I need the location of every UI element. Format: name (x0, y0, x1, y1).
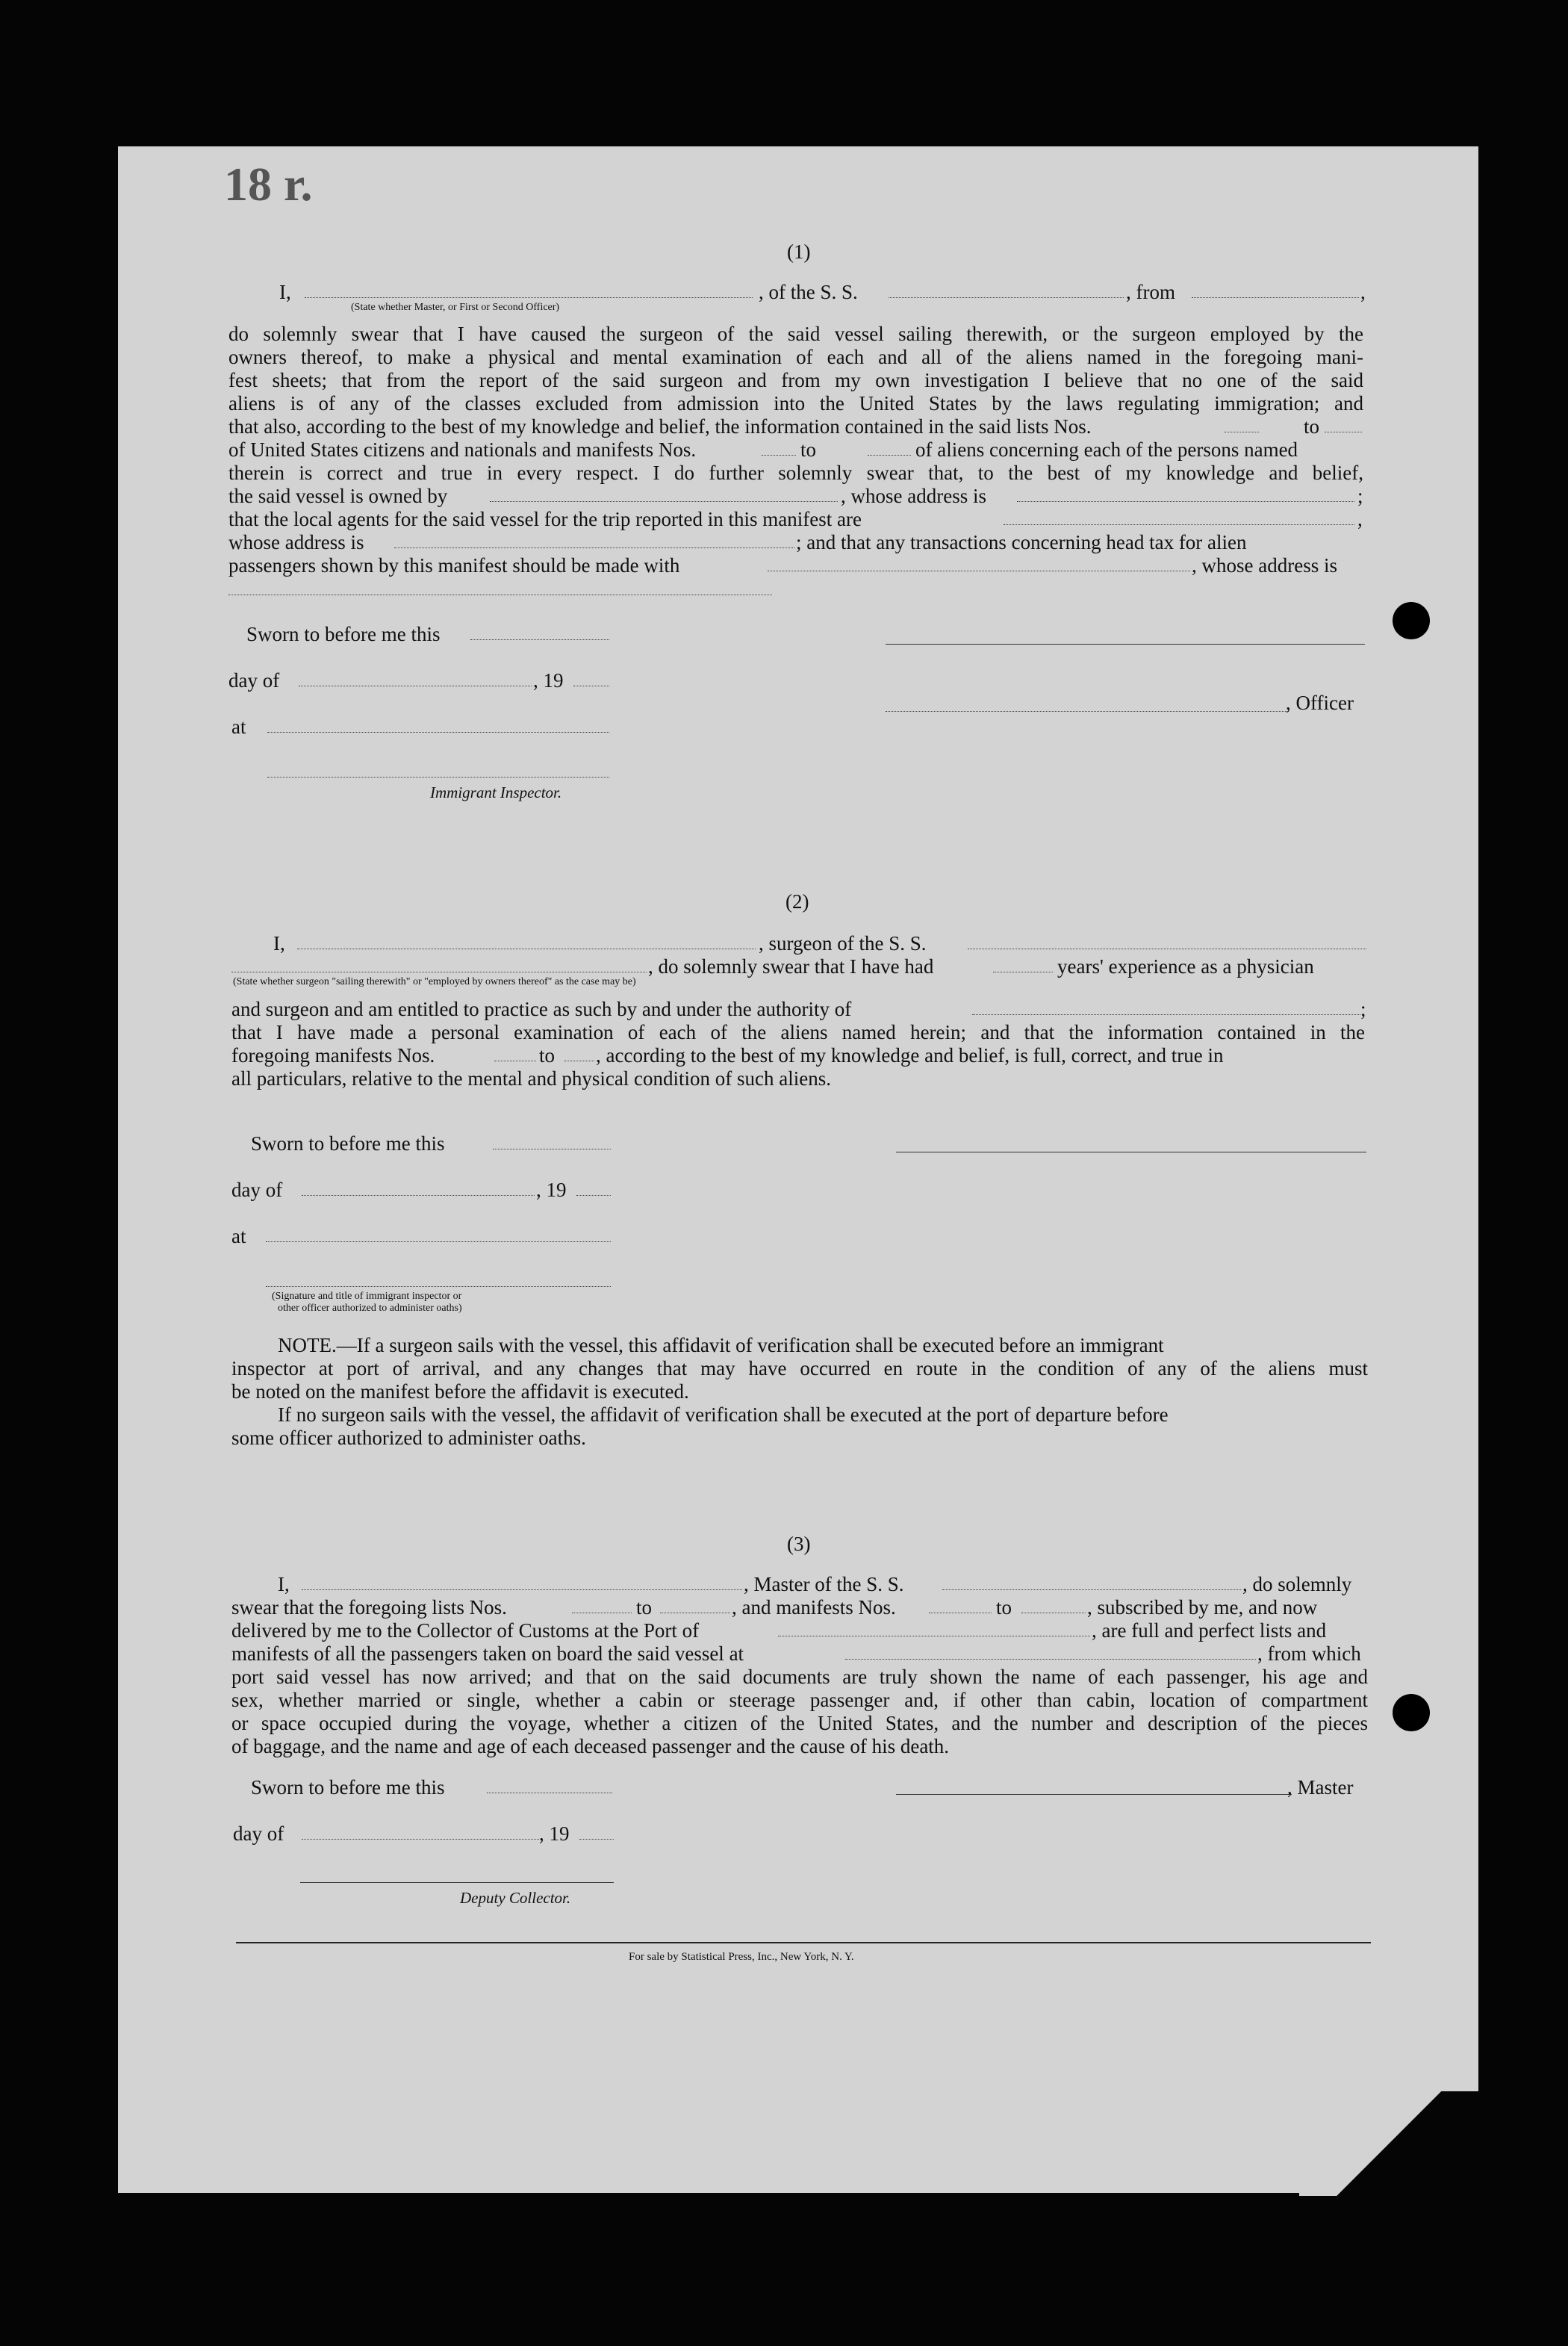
s1-line0-i: I, (279, 281, 291, 303)
s2-note-line3: be noted on the manifest before the affidavit is executed. (231, 1380, 689, 1403)
s2-at-field[interactable] (266, 1241, 611, 1242)
s3-year: , 19 (539, 1822, 570, 1845)
s1-line10-address: whose address is (228, 531, 364, 553)
s1-line2: owners thereof, to make a physical and mental examination of each and all of the aliens named in the foregoing mani- (228, 346, 1363, 368)
s1-line9: that the local agents for the said vessel for the trip reported in this manifest are (228, 508, 862, 530)
footer-rule (236, 1942, 1371, 1943)
s3-line2: delivered by me to the Collector of Customs at the Port of (231, 1619, 700, 1642)
s2-caption: (State whether surgeon "sailing therewith" or "employed by owners thereof" as the case may be) (233, 976, 636, 987)
s3-vessel-field[interactable] (942, 1589, 1241, 1590)
s1-manifests-from-field[interactable] (762, 455, 796, 456)
s3-line6: or space occupied during the voyage, whether a citizen of the United States, and the number and description of the pieces (231, 1712, 1368, 1734)
s2-line0-ss: , surgeon of the S. S. (759, 932, 927, 955)
s2-line3: that I have made a personal examination of each of the aliens named herein; and that the information contained in the (231, 1021, 1365, 1043)
s1-line0-comma: , (1360, 281, 1366, 303)
s2-sworn: Sworn to before me this (251, 1132, 445, 1155)
s1-agents-address-field[interactable] (394, 547, 794, 548)
s2-note-line1 (278, 1334, 1164, 1356)
note-text-1: —If a surgeon sails with the vessel, this affidavit of verification shall be executed before an immigrant (336, 1334, 1164, 1356)
s1-signature-line[interactable] (886, 644, 1365, 645)
s1-at: at (231, 716, 246, 738)
s1-line6-aliens: of aliens concerning each of the persons named (915, 438, 1298, 461)
s2-day: day of (231, 1179, 283, 1201)
s1-sworn: Sworn to before me this (246, 623, 441, 645)
s1-officer: , Officer (1286, 692, 1354, 714)
s2-line0-i: I, (273, 932, 285, 955)
s3-master-sig-line[interactable] (896, 1794, 1292, 1795)
s1-line9-end: , (1357, 508, 1363, 530)
s1-line4: aliens is of any of the classes excluded from admission into the United States by the laws regulating immigration; and (228, 392, 1363, 415)
footer-imprint: For sale by Statistical Press, Inc., New York, N. Y. (629, 1951, 854, 1963)
s1-line8-address: , whose address is (841, 485, 986, 507)
s1-line1: do solemnly swear that I have caused the surgeon of the said vessel sailing therewith, or the surgeon employed by the (228, 323, 1363, 345)
s3-line0-master: , Master of the S. S. (744, 1573, 904, 1595)
s1-line8-end: ; (1357, 485, 1363, 507)
s2-line2: and surgeon and am entitled to practice as such by and under the authority of (231, 998, 852, 1020)
s1-line6-to: to (800, 438, 817, 461)
s3-line4: port said vessel has now arrived; and that on the said documents are truly shown the name of each passenger, his age and (231, 1666, 1368, 1688)
s1-line11: passengers shown by this manifest should be made with (228, 554, 680, 577)
s2-sig-caption-2: other officer authorized to administer oaths) (278, 1303, 462, 1314)
s3-boarded-at-field[interactable] (845, 1659, 1256, 1660)
s1-line7: therein is correct and true in every respect. I do further solemnly swear that, to the best of my knowledge and belief, (228, 462, 1363, 484)
s1-vessel-field[interactable] (889, 297, 1124, 298)
s3-master: , Master (1287, 1776, 1354, 1799)
s2-note-line5: some officer authorized to administer oaths. (231, 1427, 586, 1449)
s2-line1-years: years' experience as a physician (1057, 955, 1314, 978)
s2-sig-caption-1: (Signature and title of immigrant inspector or (272, 1291, 462, 1302)
s2-line5: all particulars, relative to the mental and physical condition of such aliens. (231, 1067, 831, 1090)
s1-owner-field[interactable] (490, 501, 838, 502)
s1-line5-to: to (1304, 415, 1320, 438)
s3-line1-manifests: , and manifests Nos. (732, 1596, 896, 1619)
s3-line5: sex, whether married or single, whether a cabin or steerage passenger and, if other than cabin, location of compartment (231, 1689, 1368, 1711)
s3-line1-to1: to (636, 1596, 653, 1619)
s1-line8-owned: the said vessel is owned by (228, 485, 448, 507)
page-corner (1299, 2091, 1478, 2196)
s2-line4-to: to (539, 1044, 556, 1067)
note-label: NOTE. (278, 1334, 337, 1356)
s3-day-field[interactable] (302, 1839, 539, 1840)
s2-note-line2: inspector at port of arrival, and any changes that may have occurred en route in the condition of any of the aliens must (231, 1357, 1368, 1380)
s1-inspector: Immigrant Inspector. (430, 783, 562, 801)
section-3-number: (3) (787, 1533, 811, 1555)
punch-hole-top (1393, 602, 1430, 639)
punch-hole-bottom (1393, 1694, 1430, 1731)
s3-line3-end: , from which (1257, 1642, 1361, 1665)
s1-officer-field[interactable] (305, 297, 753, 298)
s2-year: , 19 (536, 1179, 567, 1201)
s3-deputy-sig-line[interactable] (300, 1882, 614, 1883)
corner-mark: 18 r. (224, 158, 313, 211)
s3-line1-end: , subscribed by me, and now (1087, 1596, 1318, 1619)
s1-line10-headtax: ; and that any transactions concerning head tax for alien (796, 531, 1247, 553)
s3-line7: of baggage, and the name and age of each deceased passenger and the cause of his death. (231, 1735, 950, 1757)
s2-day-field[interactable] (302, 1195, 535, 1196)
s1-line6: of United States citizens and nationals and manifests Nos. (228, 438, 697, 461)
s3-year-field[interactable] (579, 1839, 614, 1840)
section-2-number: (2) (785, 890, 809, 913)
s1-year: , 19 (533, 669, 564, 692)
s2-line1-swear: , do solemnly swear that I have had (648, 955, 934, 978)
s1-line0-from: , from (1126, 281, 1175, 303)
s2-note-line4: If no surgeon sails with the vessel, the affidavit of verification shall be executed at the port of departure before (278, 1403, 1169, 1426)
s3-day: day of (233, 1822, 284, 1845)
s1-at-field[interactable] (267, 732, 609, 733)
s2-sig-field[interactable] (266, 1286, 611, 1287)
s3-master-name-field[interactable] (302, 1589, 742, 1590)
s1-officer-line[interactable] (886, 711, 1289, 712)
s3-line0-i: I, (278, 1573, 290, 1595)
section-1-number: (1) (787, 241, 811, 263)
s1-day: day of (228, 669, 280, 692)
s1-from-field[interactable] (1192, 297, 1359, 298)
s3-line1-swear: swear that the foregoing lists Nos. (231, 1596, 507, 1619)
s3-line1-to2: to (996, 1596, 1012, 1619)
s1-sworn-field[interactable] (470, 639, 609, 640)
s1-owner-address-field[interactable] (1017, 501, 1354, 502)
s1-inspector-sig[interactable] (267, 777, 609, 778)
s1-caption: (State whether Master, or First or Second Officer) (351, 302, 560, 313)
s2-authority-field[interactable] (972, 1014, 1360, 1015)
s2-line4-rest: , according to the best of my knowledge and belief, is full, correct, and true in (596, 1044, 1224, 1067)
s3-sworn: Sworn to before me this (251, 1776, 445, 1799)
s3-line3: manifests of all the passengers taken on board the said vessel at (231, 1642, 744, 1665)
s1-line5: that also, according to the best of my knowledge and belief, the information contained in the said lists Nos. (228, 415, 1092, 438)
s3-line0-end: , do solemnly (1242, 1573, 1352, 1595)
s1-manifests-to-field[interactable] (868, 455, 911, 456)
s2-year-field[interactable] (576, 1195, 611, 1196)
s3-line2-end: , are full and perfect lists and (1092, 1619, 1327, 1642)
s2-at: at (231, 1225, 246, 1247)
s1-line11-address: , whose address is (1192, 554, 1337, 577)
s1-line3: fest sheets; that from the report of the said surgeon and from my own investigation I believe that no one of the said (228, 369, 1363, 391)
s3-deputy: Deputy Collector. (460, 1889, 571, 1907)
s1-line0-ss: , of the S. S. (759, 281, 858, 303)
s2-line2-end: ; (1360, 998, 1366, 1020)
s1-agents-field[interactable] (1004, 524, 1354, 525)
s2-line4: foregoing manifests Nos. (231, 1044, 435, 1067)
